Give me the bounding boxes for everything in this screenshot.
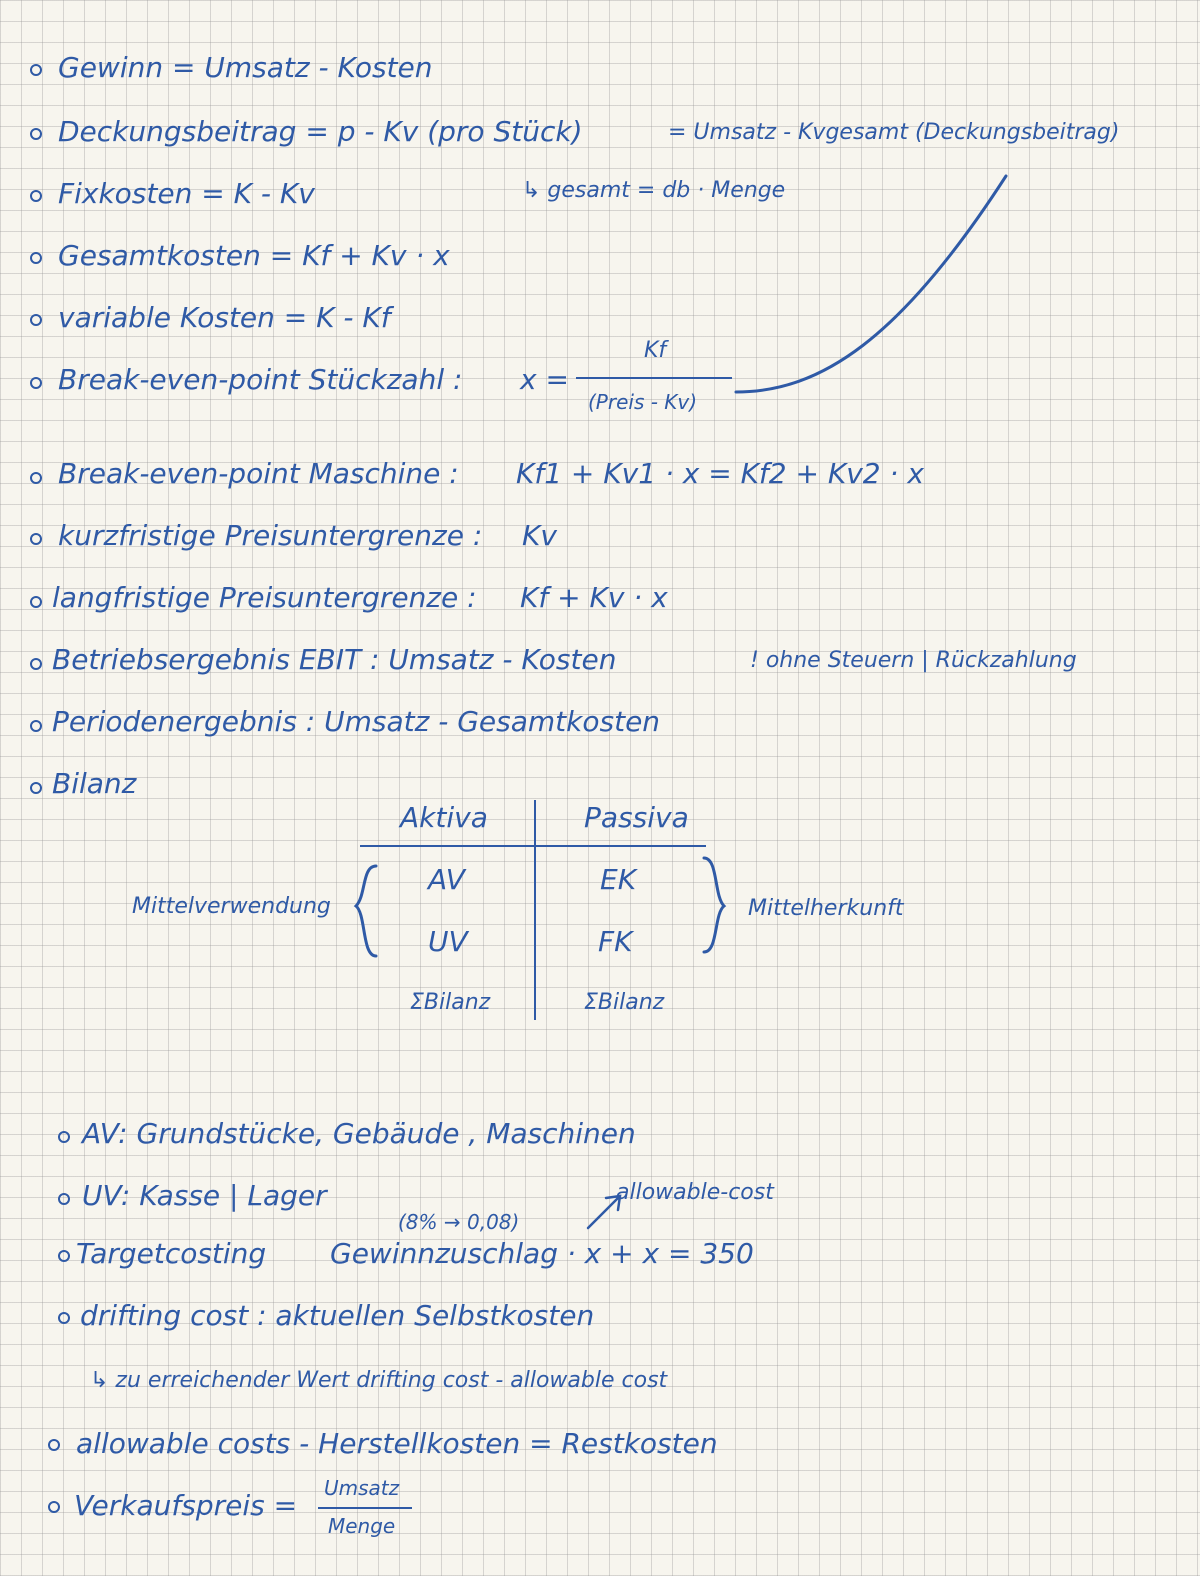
mittelverwendung-label: Mittelverwendung (132, 894, 331, 919)
aktiva-row-av: AV (428, 863, 465, 896)
bep-maschine-line: Break-even-point Maschine : (58, 457, 459, 490)
right-brace (704, 858, 724, 952)
betriebsergebnis-line: Betriebsergebnis EBIT : Umsatz - Kosten (52, 643, 617, 676)
left-brace (356, 866, 376, 956)
arrow-icon (588, 1196, 620, 1228)
langfristige-line: langfristige Preisuntergrenze : (52, 581, 477, 614)
bep-maschine-formula: Kf1 + Kv1 · x = Kf2 + Kv2 · x (516, 457, 924, 490)
deckungsbeitrag-total: = Umsatz - Kvgesamt (Deckungsbeitrag) (668, 120, 1120, 145)
gesamtkosten-line: Gesamtkosten = Kf + Kv · x (58, 239, 450, 272)
kurzfristige-value: Kv (522, 519, 557, 552)
av-line: AV: Grundstücke, Gebäude , Maschinen (82, 1117, 636, 1150)
variable-kosten-line: variable Kosten = K - Kf (58, 301, 391, 334)
langfristige-value: Kf + Kv · x (520, 581, 668, 614)
passiva-row-fk: FK (598, 925, 633, 958)
passiva-row-sum: ΣBilanz (584, 990, 665, 1015)
bep-denominator: (Preis - Kv) (588, 390, 698, 414)
gewinn-line: Gewinn = Umsatz - Kosten (58, 51, 433, 84)
aktiva-header: Aktiva (400, 801, 488, 834)
drifting-cost-line: drifting cost : aktuellen Selbstkosten (80, 1299, 595, 1332)
vk-numerator: Umsatz (324, 1476, 400, 1500)
targetcosting-formula: Gewinnzuschlag · x + x = 350 (330, 1237, 754, 1270)
kurzfristige-line: kurzfristige Preisuntergrenze : (58, 519, 483, 552)
mittelherkunft-label: Mittelherkunft (748, 896, 904, 921)
bilanz-heading: Bilanz (52, 767, 137, 800)
uv-line: UV: Kasse | Lager (82, 1179, 327, 1212)
vk-denominator: Menge (328, 1514, 396, 1538)
gesamt-note: ↳ gesamt = db · Menge (522, 178, 786, 203)
targetcosting-line: Targetcosting (76, 1237, 267, 1270)
bep-x-label: x = (520, 363, 569, 396)
bep-stueckzahl-line: Break-even-point Stückzahl : (58, 363, 463, 396)
betriebsergebnis-note: ! ohne Steuern | Rückzahlung (750, 648, 1077, 673)
passiva-header: Passiva (584, 801, 689, 834)
drifting-cost-sub: ↳ zu erreichender Wert drifting cost - allowable cost (90, 1368, 668, 1393)
allowable-cost-note: allowable-cost (616, 1180, 774, 1205)
allowable-costs-line: allowable costs - Herstellkosten = Restkosten (76, 1427, 718, 1460)
periodenergebnis-line: Periodenergebnis : Umsatz - Gesamtkosten (52, 705, 661, 738)
aktiva-row-sum: ΣBilanz (410, 990, 491, 1015)
pct-note: (8% → 0,08) (398, 1210, 520, 1234)
fixkosten-line: Fixkosten = K - Kv (58, 177, 315, 210)
verkaufspreis-line: Verkaufspreis = (74, 1489, 298, 1522)
connector-curve (736, 176, 1006, 392)
passiva-row-ek: EK (600, 863, 637, 896)
bep-numerator: Kf (644, 338, 667, 363)
aktiva-row-uv: UV (428, 925, 468, 958)
deckungsbeitrag-line: Deckungsbeitrag = p - Kv (pro Stück) (58, 115, 583, 148)
